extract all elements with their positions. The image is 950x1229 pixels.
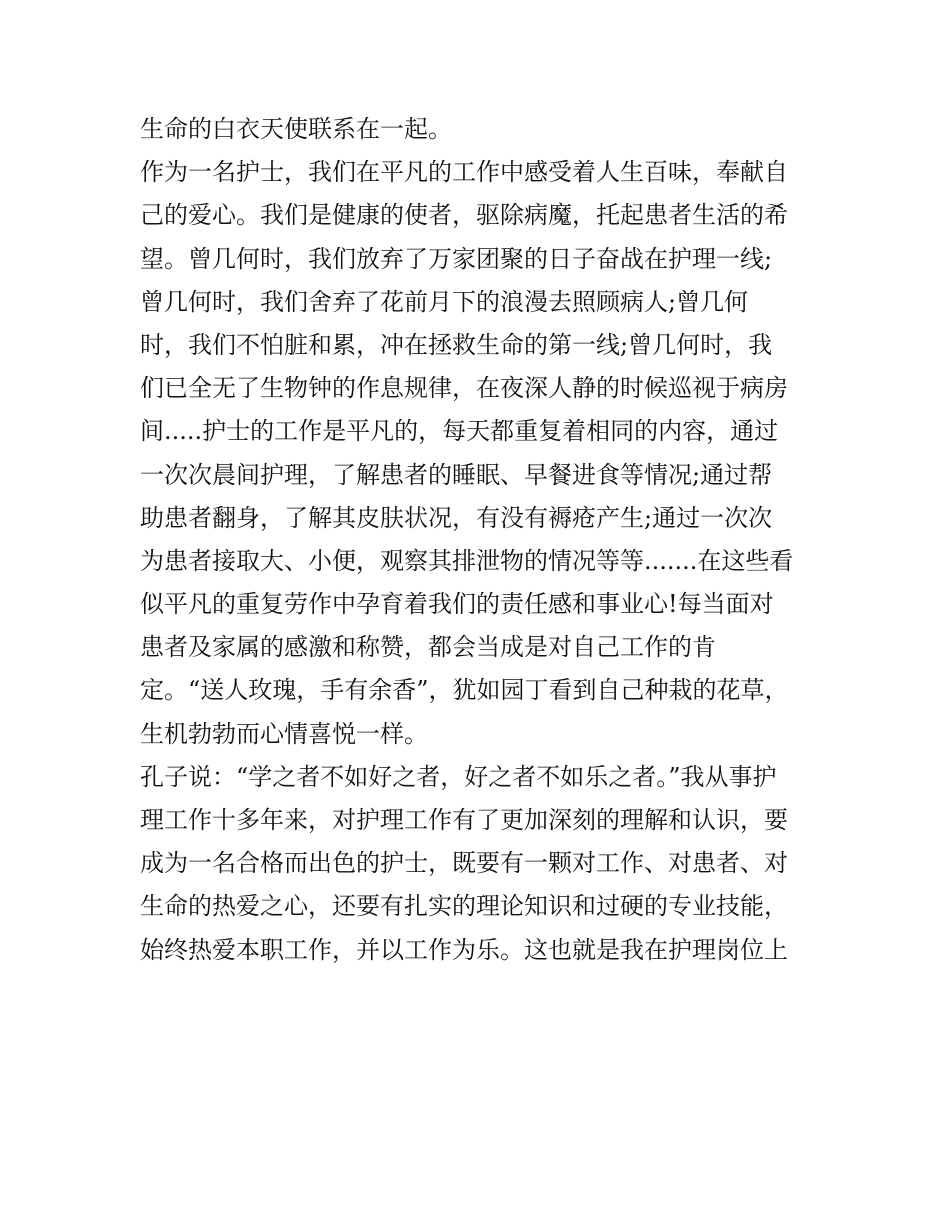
body-text [140, 108, 820, 972]
text-line: 作为一名护士，我们在平凡的工作中感受着人生百味，奉献自 [140, 158, 788, 187]
text-line: 曾几何时，我们舍弃了花前月下的浪漫去照顾病人;曾几何 [140, 287, 749, 316]
text-line: 助患者翻身，了解其皮肤状况，有没有褥疮产生;通过一次次 [140, 503, 773, 532]
text-line: 为患者接取大、小便，观察其排泄物的情况等等.......在这些看 [140, 546, 794, 575]
text-line: 定。“送人玫瑰，手有余香”，犹如园丁看到自己种栽的花草， [140, 676, 789, 705]
text-line: 己的爱心。我们是健康的使者，驱除病魔，托起患者生活的希 [140, 201, 788, 230]
text-line: 们已全无了生物钟的作息规律，在夜深人静的时候巡视于病房 [140, 374, 788, 403]
text-line: 患者及家属的感激和称赞，都会当成是对自己工作的肯 [140, 633, 716, 662]
text-line: 一次次晨间护理，了解患者的睡眠、早餐进食等情况;通过帮 [140, 460, 773, 489]
text-line: 成为一名合格而出色的护士，既要有一颗对工作、对患者、对 [140, 849, 788, 878]
text-line: 时，我们不怕脏和累，冲在拯救生命的第一线;曾几何时，我 [140, 330, 773, 359]
text-line: 生机勃勃而心情喜悦一样。 [140, 719, 428, 748]
text-line: 生命的白衣天使联系在一起。 [140, 115, 452, 143]
text-line: 生命的热爱之心，还要有扎实的理论知识和过硬的专业技能， [140, 892, 788, 921]
text-line: 望。曾几何时，我们放弃了万家团聚的日子奋战在护理一线; [140, 244, 773, 273]
text-line: 间.....护士的工作是平凡的，每天都重复着相同的内容，通过 [140, 417, 779, 446]
text-line: 孔子说：“学之者不如好之者，好之者不如乐之者。”我从事护 [140, 762, 777, 791]
text-line: 始终热爱本职工作，并以工作为乐。这也就是我在护理岗位上 [140, 935, 788, 964]
text-line: 理工作十多年来，对护理工作有了更加深刻的理解和认识，要 [140, 806, 788, 834]
text-line: 似平凡的重复劳作中孕育着我们的责任感和事业心!每当面对 [140, 590, 774, 619]
